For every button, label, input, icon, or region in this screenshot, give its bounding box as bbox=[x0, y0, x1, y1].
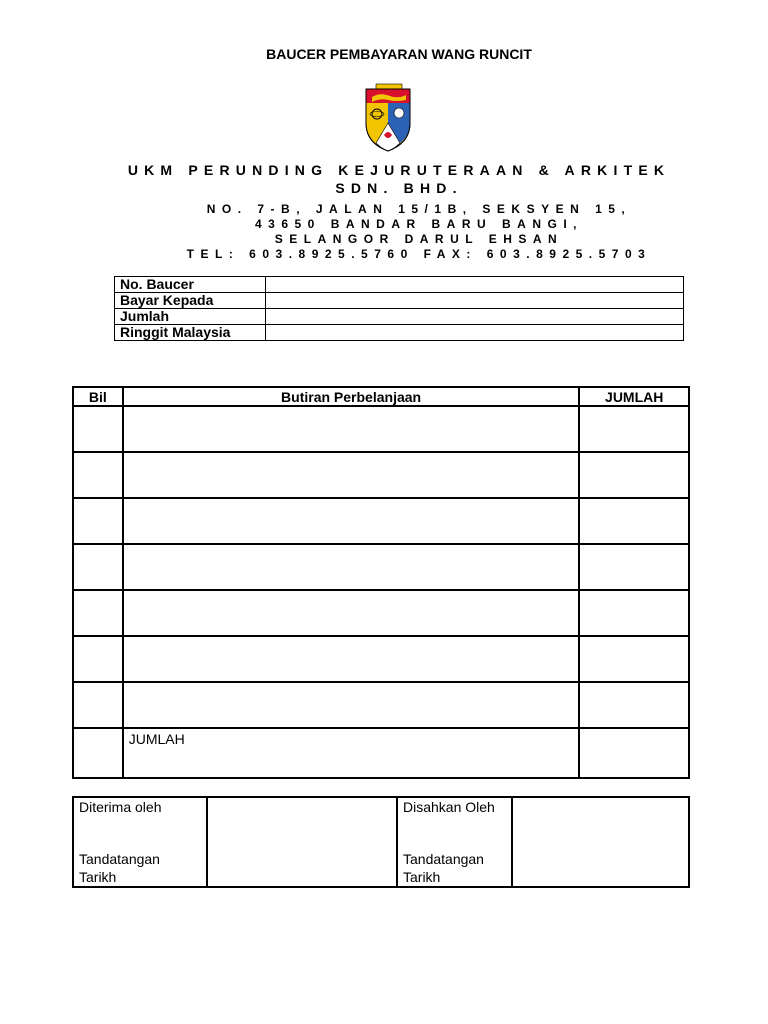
butiran-cell[interactable] bbox=[123, 636, 580, 682]
pay-to-field[interactable] bbox=[266, 293, 684, 309]
table-row bbox=[73, 682, 689, 728]
table-header-row bbox=[73, 387, 689, 406]
butiran-cell[interactable] bbox=[123, 452, 580, 498]
ringgit-malaysia-label: Ringgit Malaysia bbox=[115, 325, 266, 341]
received-signature-label: Tandatangan bbox=[79, 851, 160, 867]
address-line-3: SELANGOR DARUL EHSAN bbox=[274, 232, 564, 246]
jumlah-cell[interactable] bbox=[579, 682, 689, 728]
approved-signature-space[interactable] bbox=[512, 797, 689, 887]
received-date-label: Tarikh bbox=[79, 869, 117, 885]
voucher-number-label: No. Baucer bbox=[115, 277, 266, 293]
info-row bbox=[115, 293, 684, 309]
table-row bbox=[73, 452, 689, 498]
table-row bbox=[73, 406, 689, 452]
total-bil-cell bbox=[73, 728, 123, 778]
bil-cell[interactable] bbox=[73, 590, 123, 636]
butiran-cell[interactable] bbox=[123, 682, 580, 728]
table-row bbox=[73, 590, 689, 636]
total-row bbox=[73, 728, 689, 778]
approved-by-label: Disahkan Oleh bbox=[403, 799, 495, 815]
received-by-block bbox=[73, 797, 207, 887]
university-crest-icon bbox=[360, 83, 416, 153]
jumlah-cell[interactable] bbox=[579, 590, 689, 636]
total-amount-cell[interactable] bbox=[579, 728, 689, 778]
ringgit-malaysia-field[interactable] bbox=[266, 325, 684, 341]
contact-line: TEL: 603.8925.5760 FAX: 603.8925.5703 bbox=[186, 247, 652, 261]
bil-cell[interactable] bbox=[73, 636, 123, 682]
voucher-number-field[interactable] bbox=[266, 277, 684, 293]
approved-date-label: Tarikh bbox=[403, 869, 441, 885]
signature-row bbox=[73, 797, 689, 887]
jumlah-cell[interactable] bbox=[579, 498, 689, 544]
document-title: BAUCER PEMBAYARAN WANG RUNCIT bbox=[266, 46, 532, 62]
table-row bbox=[73, 636, 689, 682]
bil-cell[interactable] bbox=[73, 452, 123, 498]
info-row bbox=[115, 325, 684, 341]
company-name: UKM PERUNDING KEJURUTERAAN & ARKITEK bbox=[127, 162, 671, 178]
bil-cell[interactable] bbox=[73, 682, 123, 728]
voucher-info-table bbox=[114, 276, 684, 341]
table-row bbox=[73, 498, 689, 544]
address-line-1: NO. 7-B, JALAN 15/1B, SEKSYEN 15, bbox=[206, 202, 632, 216]
amount-field[interactable] bbox=[266, 309, 684, 325]
column-header-bil: Bil bbox=[73, 387, 123, 406]
total-label: JUMLAH bbox=[123, 728, 580, 778]
amount-label: Jumlah bbox=[115, 309, 266, 325]
butiran-cell[interactable] bbox=[123, 498, 580, 544]
butiran-cell[interactable] bbox=[123, 590, 580, 636]
jumlah-cell[interactable] bbox=[579, 406, 689, 452]
jumlah-cell[interactable] bbox=[579, 452, 689, 498]
jumlah-cell[interactable] bbox=[579, 544, 689, 590]
bil-cell[interactable] bbox=[73, 406, 123, 452]
expense-items-table bbox=[72, 386, 690, 779]
column-header-jumlah: JUMLAH bbox=[579, 387, 689, 406]
column-header-butiran: Butiran Perbelanjaan bbox=[123, 387, 580, 406]
info-row bbox=[115, 309, 684, 325]
signature-table bbox=[72, 796, 690, 888]
received-by-label: Diterima oleh bbox=[79, 799, 162, 815]
bil-cell[interactable] bbox=[73, 498, 123, 544]
approved-by-block bbox=[397, 797, 512, 887]
table-row bbox=[73, 544, 689, 590]
bil-cell[interactable] bbox=[73, 544, 123, 590]
approved-signature-label: Tandatangan bbox=[403, 851, 484, 867]
butiran-cell[interactable] bbox=[123, 406, 580, 452]
info-row bbox=[115, 277, 684, 293]
company-suffix: SDN. BHD. bbox=[335, 180, 463, 196]
butiran-cell[interactable] bbox=[123, 544, 580, 590]
received-signature-space[interactable] bbox=[207, 797, 397, 887]
pay-to-label: Bayar Kepada bbox=[115, 293, 266, 309]
address-line-2: 43650 BANDAR BARU BANGI, bbox=[254, 217, 584, 231]
jumlah-cell[interactable] bbox=[579, 636, 689, 682]
